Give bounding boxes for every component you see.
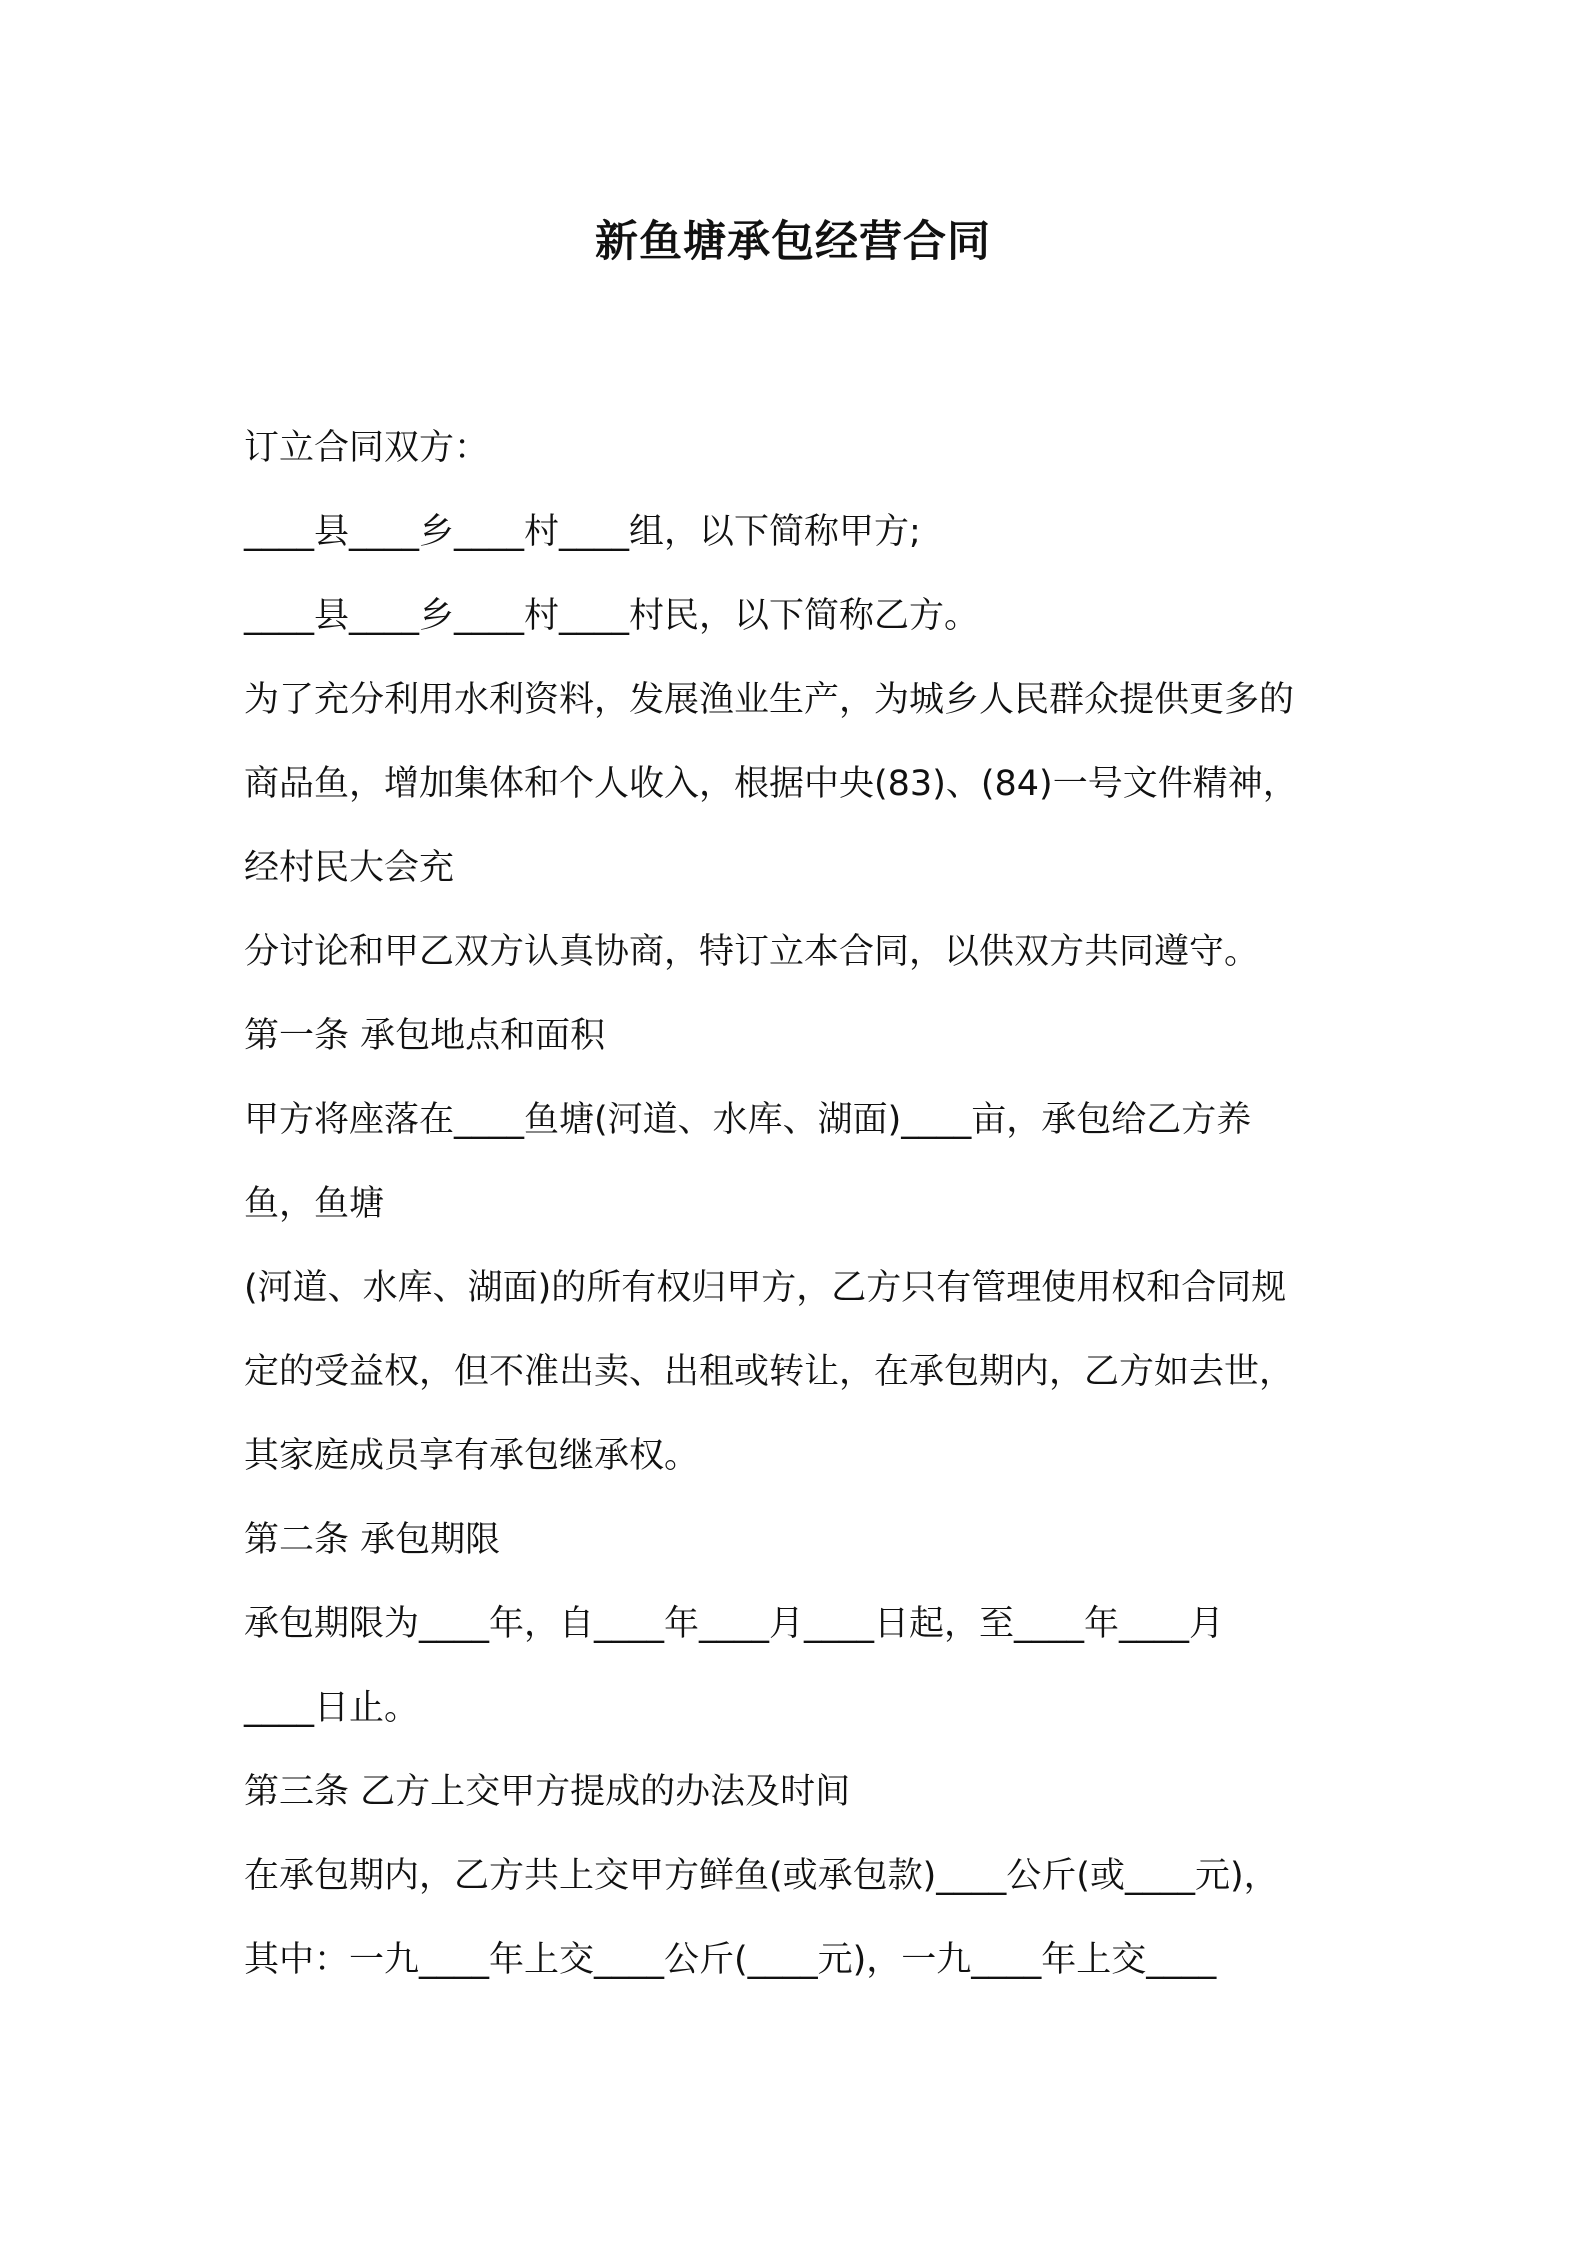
article-1-text: 定的受益权，但不准出卖、出租或转让，在承包期内，乙方如去世， [244,1352,1295,1392]
parties-heading: 订立合同双方： [244,428,490,468]
article-1-text: 甲方将座落在____鱼塘(河道、水库、湖面)____亩，承包给乙方养 [244,1100,1252,1140]
article-1-heading: 第一条 承包地点和面积 [244,1016,606,1056]
article-2-heading: 第二条 承包期限 [244,1520,501,1560]
article-3-text: 其中：一九____年上交____公斤(____元)，一九____年上交____ [244,1940,1217,1980]
article-1-text: 鱼，鱼塘 [244,1184,385,1224]
party-a-line: ____县____乡____村____组，以下简称甲方; [244,512,921,552]
preamble-line: 分讨论和甲乙双方认真协商，特订立本合同，以供双方共同遵守。 [244,932,1260,972]
article-3-text: 在承包期内，乙方共上交甲方鲜鱼(或承包款)____公斤(或____元)， [244,1856,1279,1896]
document-title: 新鱼塘承包经营合同 [595,217,991,267]
preamble-line: 为了充分利用水利资料，发展渔业生产，为城乡人民群众提供更多的 [244,680,1295,720]
article-1-text: (河道、水库、湖面)的所有权归甲方，乙方只有管理使用权和合同规 [244,1268,1287,1308]
article-3-heading: 第三条 乙方上交甲方提成的办法及时间 [244,1772,851,1812]
preamble-line: 商品鱼，增加集体和个人收入，根据中央(83)、(84)一号文件精神， [244,764,1298,804]
article-2-text: 承包期限为____年，自____年____月____日起，至____年____月 [244,1604,1225,1644]
preamble-line: 经村民大会充 [244,848,455,888]
article-2-text: ____日止。 [244,1688,420,1728]
party-b-line: ____县____乡____村____村民，以下简称乙方。 [244,596,980,636]
document-body [244,406,1374,2002]
article-1-text: 其家庭成员享有承包继承权。 [244,1436,700,1476]
